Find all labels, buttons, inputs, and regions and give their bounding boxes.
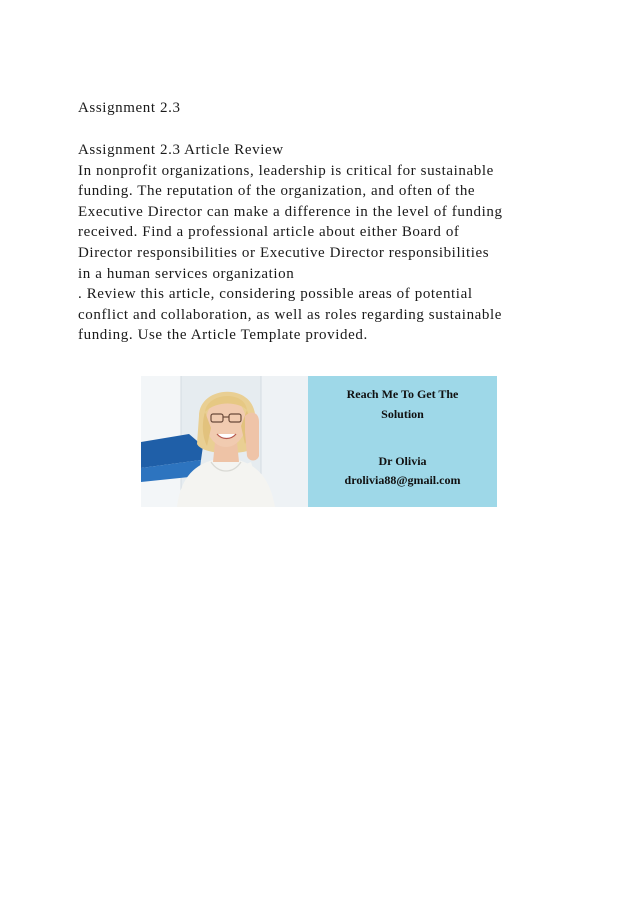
contact-panel: [308, 376, 497, 507]
contact-name: Dr Olivia: [378, 454, 427, 468]
body-line: In nonprofit organizations, leadership is critical for sustainable: [78, 162, 494, 179]
body-line: . Review this article, considering possible areas of potential: [78, 286, 473, 303]
banner-subline: Solution: [381, 407, 424, 421]
body-line: Executive Director can make a difference in the level of funding: [78, 203, 503, 220]
body-line: Director responsibilities or Executive Director responsibilities: [78, 244, 490, 261]
body-line: Assignment 2.3 Article Review: [78, 142, 284, 158]
contact-banner: [141, 376, 497, 507]
body-line: received. Find a professional article about either Board of: [78, 224, 460, 241]
body-line: funding. Use the Article Template provided.: [78, 327, 368, 344]
document-body: [78, 140, 578, 346]
body-line: funding. The reputation of the organization, and often of the: [78, 183, 476, 200]
document-heading: Assignment 2.3: [78, 100, 181, 116]
body-line: in a human services organization: [78, 265, 295, 282]
banner-headline: Reach Me To Get The: [346, 387, 459, 401]
woman-portrait-photo: [141, 376, 308, 507]
contact-email: drolivia88@gmail.com: [344, 473, 461, 487]
body-line: conflict and collaboration, as well as roles regarding sustainable: [78, 306, 503, 323]
